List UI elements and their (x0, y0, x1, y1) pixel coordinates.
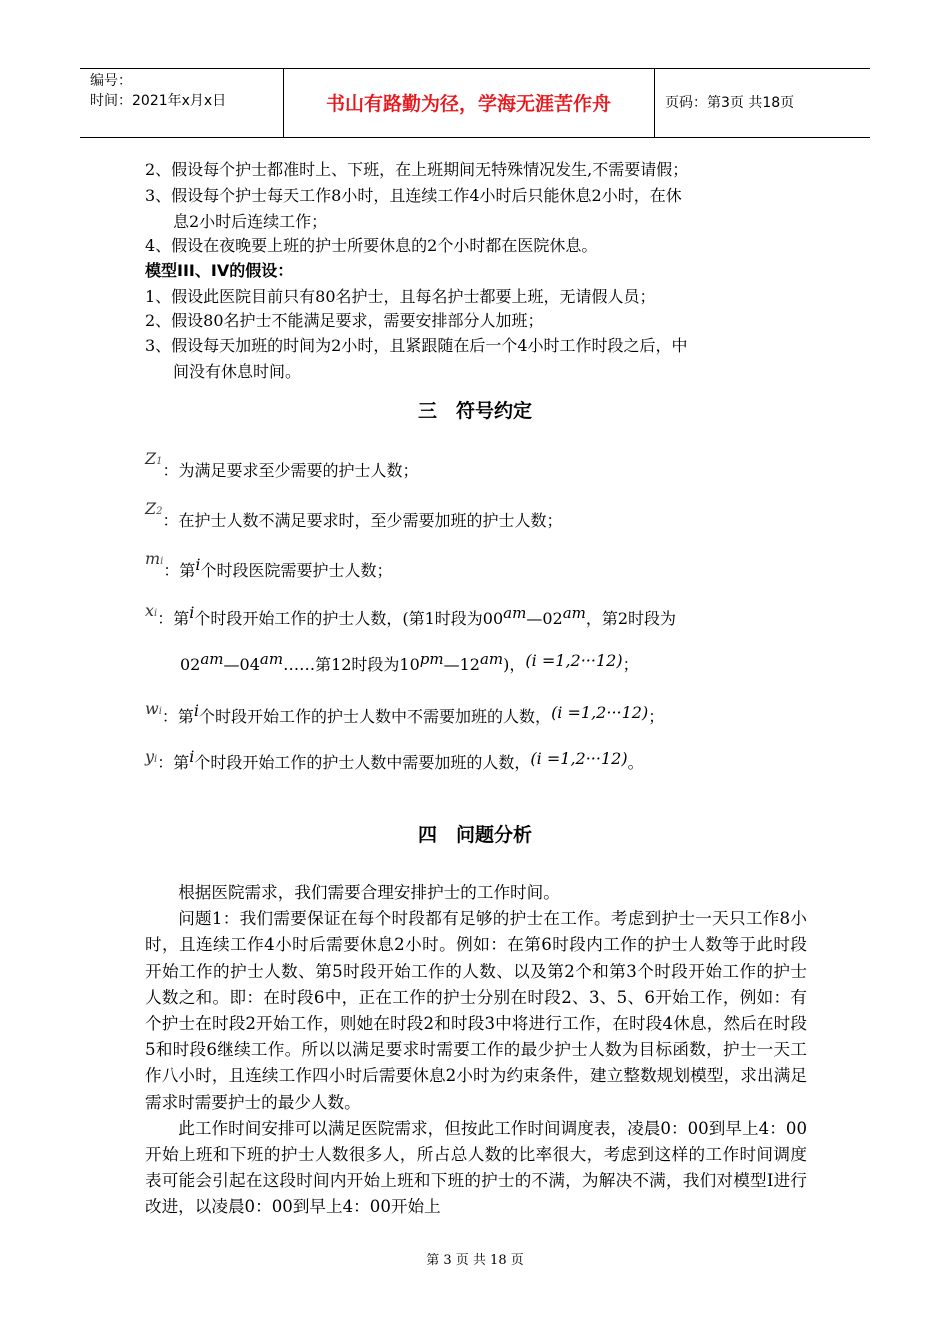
unit-am: am (200, 650, 224, 668)
unit-am: am (259, 650, 284, 668)
assumption-line: 3、假设每天加班的时间为2小时，且紧跟随在后一个4小时工作时段之后，中 (145, 336, 688, 355)
index-range: (i =1,2···12) (551, 703, 649, 722)
symbol-sub: i (158, 706, 162, 717)
symbol-desc: 个时段开始工作的护士人数中不需要加班的人数， (199, 707, 552, 726)
symbol-desc: —12 (443, 655, 480, 674)
symbol-desc: )， (503, 655, 526, 674)
symbol-desc: ：第 (161, 707, 194, 726)
unit-am: am (479, 650, 504, 668)
symbol-x-line2 (145, 650, 639, 675)
assumption-line: 2、假设80名护士不能满足要求，需要安排部分人加班； (145, 311, 544, 330)
symbol-desc: 个时段开始工作的护士人数中需要加班的人数， (194, 753, 531, 772)
symbol-var: w (145, 699, 159, 718)
symbol-z2 (145, 496, 563, 530)
header-left-cell (80, 69, 284, 137)
symbol-desc: ：在护士人数不满足要求时，至少需要加班的护士人数； (162, 511, 563, 530)
symbol-desc: ； (622, 655, 639, 674)
symbol-desc: ，第2时段为 (585, 609, 677, 628)
index-i: i (193, 701, 200, 720)
unit-am: am (562, 604, 586, 622)
assumption-line: 2、假设每个护士都准时上、下班，在上班期间无特殊情况发生,不需要请假； (145, 160, 689, 179)
symbol-m (145, 546, 393, 580)
index-i: i (195, 555, 201, 574)
symbol-sub: i (154, 608, 158, 619)
symbol-z1 (145, 446, 419, 480)
symbol-desc: ：第 (157, 753, 190, 772)
index-i: i (189, 603, 195, 622)
symbol-var: y (145, 747, 155, 766)
symbol-var: x (145, 601, 155, 620)
section-title-analysis: 四 问题分析 (417, 824, 532, 846)
analysis-paragraph: 此工作时间安排可以满足医院需求，但按此工作时间调度表，凌晨0：00到早上4：00开始上班和下班的护士人数很多人，所占总人数的比率很大，考虑到这样的工作时间调度表可能会引起在这段时间内开始上班和下班的护士的不满，为解决不满，我们对模型I进行改进，以凌晨0：00到早上4：00开始上 (145, 1118, 807, 1217)
symbol-desc: ……第12时段为10 (283, 655, 420, 674)
analysis-body (145, 880, 807, 1221)
symbol-desc: ； (648, 707, 665, 726)
index-range: (i =1,2···12) (530, 749, 628, 768)
assumption-line: 息2小时后连续工作； (173, 212, 328, 231)
symbol-sub: i (154, 754, 158, 765)
assumption-line: 4、假设在夜晚要上班的护士所要休息的2个小时都在医院休息。 (145, 236, 598, 255)
symbol-desc: 个时段开始工作的护士人数，(第1时段为00 (194, 609, 504, 628)
symbol-desc: ：第 (163, 561, 196, 580)
symbol-desc: —04 (223, 655, 260, 674)
symbol-var: m (145, 549, 161, 568)
assumption-line: 3、假设每个护士每天工作8小时，且连续工作4小时后只能休息2小时，在休 (145, 186, 682, 205)
unit-am: am (503, 604, 527, 622)
symbol-x (145, 596, 677, 628)
symbol-desc: ：为满足要求至少需要的护士人数； (162, 461, 419, 480)
symbol-desc: ：第 (157, 609, 190, 628)
page-header (80, 68, 870, 138)
model34-assumption-heading: 模型III、IV的假设： (145, 261, 294, 280)
analysis-paragraph: 根据医院需求，我们需要合理安排护士的工作时间。 (178, 883, 560, 902)
unit-pm: pm (419, 650, 444, 668)
symbol-var: Z (145, 499, 157, 518)
symbol-y (145, 744, 644, 772)
section-title-symbols: 三 符号约定 (417, 400, 532, 422)
symbol-desc: —02 (526, 609, 563, 628)
header-motto: 书山有路勤为径，学海无涯苦作舟 (283, 69, 655, 137)
page-footer: 第 3 页 共 18 页 (426, 1253, 524, 1268)
symbol-sub: 1 (156, 456, 163, 467)
index-range: (i =1,2···12) (525, 651, 623, 670)
index-i: i (189, 747, 195, 766)
symbol-desc: 02 (180, 655, 201, 674)
assumption-line: 1、假设此医院目前只有80名护士，且每名护士都要上班，无请假人员； (145, 287, 656, 306)
assumption-line: 间没有休息时间。 (173, 362, 302, 381)
symbol-var: Z (145, 449, 157, 468)
symbol-w (145, 696, 665, 726)
symbol-desc: 。 (627, 753, 644, 772)
analysis-paragraph: 问题1：我们需要保证在每个时段都有足够的护士在工作。考虑到护士一天只工作8小时，且连续工作4小时后需要休息2小时。例如：在第6时段内工作的护士人数等于此时段开始工作的护士人数、第5时段开始工作的人数、以及第2个和第3个时段开始工作的护士人数之和。即：在时段6中，正在工作的护士分别在时段2、3、5、6开始工作，例如：有个护士在时段2开始工作，则她在时段2和时段3中将进行工作，在时段4休息，然后在时段5和时段6继续工作。所以以满足要求时需要工作的最少护士人数为目标函数，护士一天工作八小时，且连续工作四小时后需要休息2小时为约束条件，建立整数规划模型，求出满足需求时需要护士的最少人数。 (145, 909, 807, 1112)
symbol-sub: 2 (156, 506, 163, 517)
symbol-desc: 个时段医院需要护士人数； (200, 561, 393, 580)
symbol-sub: i (160, 556, 164, 567)
doc-time-label: 时间：2021年x月x日 (90, 93, 227, 109)
header-page-info: 页码：第3页 共18页 (665, 95, 795, 111)
doc-number-label: 编号： (90, 73, 132, 89)
